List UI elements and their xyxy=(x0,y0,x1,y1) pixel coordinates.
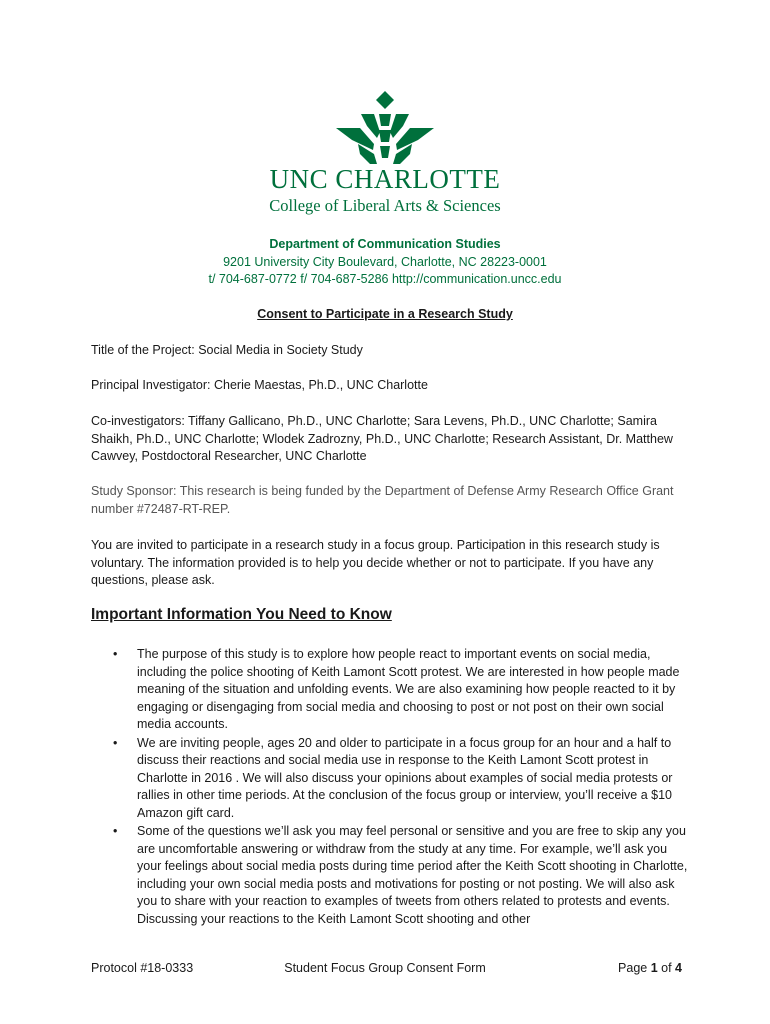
list-item xyxy=(91,735,691,823)
footer-form-name: Student Focus Group Consent Form xyxy=(284,961,486,975)
list-item-text: We are inviting people, ages 20 and older to participate in a focus group for an hour and a half to discuss their reactions and social media use in response to the Keith Lamont Scott protest in Charlotte in 2016 . We will also discuss your opinions about examples of social media protests or rallies in other time periods. At the conclusion of the focus group or interview, you’ll receive a $10 Amazon gift card. xyxy=(137,735,673,820)
invitation-paragraph: You are invited to participate in a research study in a focus group. Participation in this research study is voluntary. The information provided is to help you decide whether or not to participate. If you have any questions, please ask. xyxy=(91,538,660,587)
page-current: 1 xyxy=(650,961,658,975)
page-total: 4 xyxy=(675,961,682,975)
logo-wordmark: UNC CHARLOTTE xyxy=(269,164,501,194)
principal-investigator: Principal Investigator: Cherie Maestas, Ph.D., UNC Charlotte xyxy=(91,378,428,392)
bullet-icon: • xyxy=(113,647,118,661)
list-item-text: Some of the questions we’ll ask you may feel personal or sensitive and you are free to skip any you are uncomfortable answering or withdraw from the study at any time. For example, we’ll ask you your feelings about social media posts during time period after the Keith Scott shooting in Charlotte, including your own social media posts and motivations for posting or not posting. We will also ask you to share with your reaction to examples of tweets from others related to protests and events. Discussing your reactions to the Keith Lamont Scott shooting and other xyxy=(137,824,688,926)
footer-page-number xyxy=(618,961,682,975)
department-name: Department of Communication Studies xyxy=(269,237,501,251)
page-of: of xyxy=(657,961,676,975)
bullet-icon: • xyxy=(113,824,118,838)
list-item xyxy=(91,823,691,928)
bullet-icon: • xyxy=(113,735,118,750)
study-sponsor: Study Sponsor: This research is being funded by the Department of Defense Army Research Office Grant number #72487-RT-REP. xyxy=(91,484,674,516)
list-item xyxy=(91,646,691,734)
list-item-text: The purpose of this study is to explore how people react to important events on social media, including the police shooting of Keith Lamont Scott protest. We are interested in how people made meaning of the situation and unfolding events. We are also examining how people reacted to it by engaging or disengaging from social media and choosing to post or not post on their own social media accounts. xyxy=(137,647,680,731)
important-info-list xyxy=(91,646,691,929)
logo-college-name: College of Liberal Arts & Sciences xyxy=(269,196,501,215)
page-prefix: Page xyxy=(618,961,651,975)
co-investigators: Co-investigators: Tiffany Gallicano, Ph.D., UNC Charlotte; Sara Levens, Ph.D., UNC Charlotte; Samira Shaikh, Ph.D., UNC Charlotte; Wlodek Zadrozny, Ph.D., UNC Charlotte; Research Assistant, Dr. Matthew Cawvey, Postdoctoral Researcher, UNC Charlotte xyxy=(91,414,673,463)
project-title: Title of the Project: Social Media in Society Study xyxy=(91,343,363,357)
section-title: Important Information You Need to Know xyxy=(91,606,392,623)
footer-protocol: Protocol #18-0333 xyxy=(91,961,194,975)
document-heading: Consent to Participate in a Research Study xyxy=(257,307,513,321)
department-address: 9201 University City Boulevard, Charlotte, NC 28223-0001 xyxy=(223,255,547,269)
department-contact: t/ 704-687-0772 f/ 704-687-5286 http://communication.uncc.edu xyxy=(208,272,562,286)
